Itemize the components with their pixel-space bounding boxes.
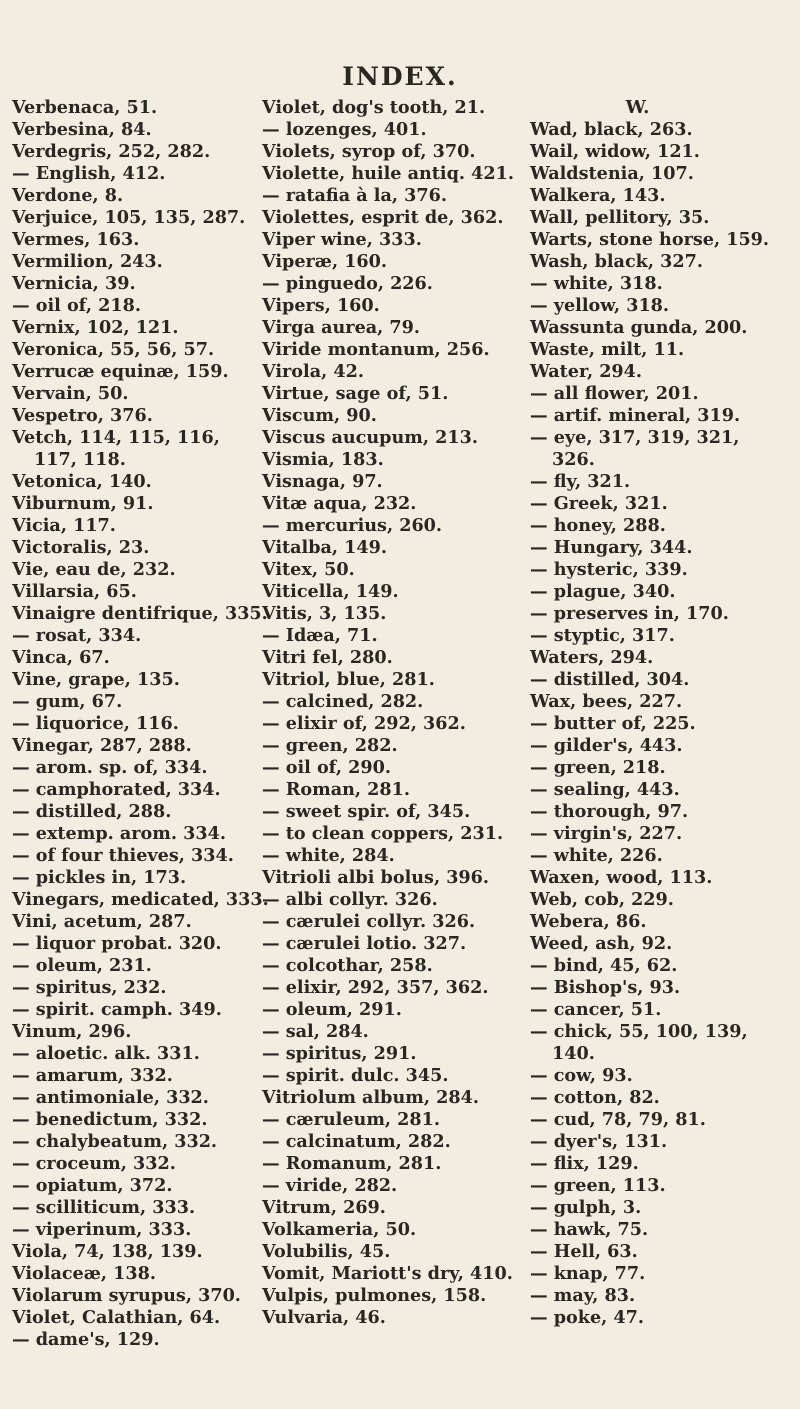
index-entry: — cærulei collyr. 326. <box>262 911 476 932</box>
index-entry: Web, cob, 229. <box>530 889 674 910</box>
index-entry: Weed, ash, 92. <box>530 933 673 954</box>
index-entry: — of four thieves, 334. <box>12 845 234 866</box>
index-entry: — yellow, 318. <box>530 295 670 316</box>
index-entry: Waters, 294. <box>530 647 654 668</box>
index-entry: — elixir, 292, 357, 362. <box>262 977 489 998</box>
index-entry: Vitæ aqua, 232. <box>262 493 417 514</box>
index-entry: — cancer, 51. <box>530 999 662 1020</box>
index-entry: — sal, 284. <box>262 1021 369 1042</box>
index-entry: — aloetic. alk. 331. <box>12 1043 200 1064</box>
index-entry: Verjuice, 105, 135, 287. <box>12 207 246 228</box>
index-entry: Virola, 42. <box>262 361 364 382</box>
index-entry: Walkera, 143. <box>530 185 666 206</box>
index-entry: Violaceæ, 138. <box>12 1263 157 1284</box>
index-entry: — albi collyr. 326. <box>262 889 438 910</box>
index-entry: Vulpis, pulmones, 158. <box>262 1285 487 1306</box>
index-entry: — dame's, 129. <box>12 1329 160 1350</box>
page-title: INDEX. <box>342 62 458 91</box>
index-entry: — liquorice, 116. <box>12 713 179 734</box>
index-entry: — benedictum, 332. <box>12 1109 208 1130</box>
index-entry: — cud, 78, 79, 81. <box>530 1109 706 1130</box>
index-column-2 <box>262 97 530 1329</box>
index-entry: — pickles in, 173. <box>12 867 187 888</box>
index-entry: — artif. mineral, 319. <box>530 405 741 426</box>
index-entry: Vismia, 183. <box>262 449 384 470</box>
index-entry: Victoralis, 23. <box>12 537 150 558</box>
index-entry: — spiritus, 232. <box>12 977 167 998</box>
index-entry: — fly, 321. <box>530 471 631 492</box>
index-entry: Waste, milt, 11. <box>530 339 685 360</box>
index-entry: Vicia, 117. <box>12 515 116 536</box>
index-entry: — elixir of, 292, 362. <box>262 713 466 734</box>
index-entry: — cow, 93. <box>530 1065 633 1086</box>
index-entry: Warts, stone horse, 159. <box>530 229 770 250</box>
index-entry: Vermilion, 243. <box>12 251 163 272</box>
index-entry: Visnaga, 97. <box>262 471 383 492</box>
index-entry: 117, 118. <box>34 449 126 470</box>
index-entry: — gulph, 3. <box>530 1197 642 1218</box>
index-entry: — gilder's, 443. <box>530 735 683 756</box>
index-entry: — Greek, 321. <box>530 493 668 514</box>
index-entry: — eye, 317, 319, 321, <box>530 427 740 448</box>
index-entry: Verdone, 8. <box>12 185 124 206</box>
index-entry: — Hell, 63. <box>530 1241 638 1262</box>
index-entry: — chalybeatum, 332. <box>12 1131 218 1152</box>
index-entry: Vespetro, 376. <box>12 405 153 426</box>
index-entry: Wassunta gunda, 200. <box>530 317 748 338</box>
index-entry: Wall, pellitory, 35. <box>530 207 710 228</box>
index-entry: — thorough, 97. <box>530 801 689 822</box>
index-entry: Volkameria, 50. <box>262 1219 417 1240</box>
index-entry: Vitalba, 149. <box>262 537 388 558</box>
index-entry: — colcothar, 258. <box>262 955 433 976</box>
index-entry: — spirit. camph. 349. <box>12 999 222 1020</box>
index-entry: Vine, grape, 135. <box>12 669 180 690</box>
index-entry: — lozenges, 401. <box>262 119 427 140</box>
index-column-1 <box>12 97 280 1351</box>
index-entry: Viscum, 90. <box>262 405 377 426</box>
index-entry: — bind, 45, 62. <box>530 955 678 976</box>
index-entry: Vinca, 67. <box>12 647 110 668</box>
index-entry: — opiatum, 372. <box>12 1175 173 1196</box>
index-entry: — dyer's, 131. <box>530 1131 668 1152</box>
index-entry: Verdegris, 252, 282. <box>12 141 211 162</box>
index-entry: — oil of, 290. <box>262 757 391 778</box>
index-entry: Violet, dog's tooth, 21. <box>262 97 486 118</box>
index-entry: — knap, 77. <box>530 1263 646 1284</box>
index-entry: — rosat, 334. <box>12 625 142 646</box>
index-entry: Vie, eau de, 232. <box>12 559 176 580</box>
index-entry: — English, 412. <box>12 163 166 184</box>
index-entry: Vitriolum album, 284. <box>262 1087 479 1108</box>
index-entry: — pinguedo, 226. <box>262 273 433 294</box>
index-entry: Vomit, Mariott's dry, 410. <box>262 1263 513 1284</box>
index-entry: Violet, Calathian, 64. <box>12 1307 221 1328</box>
index-entry: Vernicia, 39. <box>12 273 136 294</box>
index-entry: Vinaigre dentifrique, 335. <box>12 603 268 624</box>
index-entry: Viola, 74, 138, 139. <box>12 1241 203 1262</box>
index-entry: — spirit. dulc. 345. <box>262 1065 449 1086</box>
index-entry: — poke, 47. <box>530 1307 644 1328</box>
index-entry: Violettes, esprit de, 362. <box>262 207 504 228</box>
index-entry: — antimoniale, 332. <box>12 1087 209 1108</box>
index-entry: Wax, bees, 227. <box>530 691 683 712</box>
index-entry: Wail, widow, 121. <box>530 141 700 162</box>
index-entry: — sealing, 443. <box>530 779 680 800</box>
index-entry: Violarum syrupus, 370. <box>12 1285 241 1306</box>
index-entry: — may, 83. <box>530 1285 636 1306</box>
index-entry: — Idæa, 71. <box>262 625 378 646</box>
index-entry: Vervain, 50. <box>12 383 129 404</box>
index-entry: — hysteric, 339. <box>530 559 688 580</box>
index-entry: — viride, 282. <box>262 1175 398 1196</box>
index-entry: Viscus aucupum, 213. <box>262 427 478 448</box>
index-entry: — plague, 340. <box>530 581 676 602</box>
index-entry: Violette, huile antiq. 421. <box>262 163 515 184</box>
index-entry: Vulvaria, 46. <box>262 1307 386 1328</box>
index-entry: — croceum, 332. <box>12 1153 176 1174</box>
index-entry: — white, 284. <box>262 845 395 866</box>
index-entry: Waxen, wood, 113. <box>530 867 713 888</box>
index-entry: Verbesina, 84. <box>12 119 152 140</box>
index-entry: — ratafia à la, 376. <box>262 185 447 206</box>
index-entry: Vitriol, blue, 281. <box>262 669 435 690</box>
index-entry: — hawk, 75. <box>530 1219 649 1240</box>
index-entry: — honey, 288. <box>530 515 666 536</box>
index-entry: Viticella, 149. <box>262 581 399 602</box>
index-entry: — oleum, 291. <box>262 999 402 1020</box>
index-entry: Wash, black, 327. <box>530 251 703 272</box>
index-entry: — Romanum, 281. <box>262 1153 442 1174</box>
index-entry: — distilled, 304. <box>530 669 690 690</box>
index-entry: Vitrum, 269. <box>262 1197 386 1218</box>
index-entry: — scilliticum, 333. <box>12 1197 196 1218</box>
index-entry: — Hungary, 344. <box>530 537 693 558</box>
index-entry: — distilled, 288. <box>12 801 172 822</box>
index-entry: — oil of, 218. <box>12 295 141 316</box>
index-entry: Vinegars, medicated, 333. <box>12 889 269 910</box>
index-entry: Vinegar, 287, 288. <box>12 735 192 756</box>
index-entry: — styptic, 317. <box>530 625 675 646</box>
index-entry: — cærulei lotio. 327. <box>262 933 467 954</box>
index-entry: Vetonica, 140. <box>12 471 152 492</box>
index-entry: — chick, 55, 100, 139, <box>530 1021 748 1042</box>
index-entry: Viburnum, 91. <box>12 493 154 514</box>
index-entry: — liquor probat. 320. <box>12 933 222 954</box>
index-entry: Viperæ, 160. <box>262 251 388 272</box>
index-entry: — preserves in, 170. <box>530 603 729 624</box>
index-entry: Vetch, 114, 115, 116, <box>12 427 220 448</box>
index-entry: — white, 318. <box>530 273 663 294</box>
index-entry: Vermes, 163. <box>12 229 140 250</box>
section-letter-heading: W. <box>625 97 650 118</box>
index-entry: — cotton, 82. <box>530 1087 660 1108</box>
index-entry: — oleum, 231. <box>12 955 152 976</box>
index-entry: — Roman, 281. <box>262 779 410 800</box>
index-entry: — camphorated, 334. <box>12 779 221 800</box>
index-entry: — to clean coppers, 231. <box>262 823 504 844</box>
index-entry: — amarum, 332. <box>12 1065 173 1086</box>
index-entry: — virgin's, 227. <box>530 823 683 844</box>
index-entry: 326. <box>552 449 595 470</box>
index-entry: Verbenaca, 51. <box>12 97 158 118</box>
index-entry: — gum, 67. <box>12 691 123 712</box>
index-entry: Virga aurea, 79. <box>262 317 421 338</box>
index-entry: Verrucæ equinæ, 159. <box>12 361 229 382</box>
index-entry: — mercurius, 260. <box>262 515 443 536</box>
index-entry: Webera, 86. <box>530 911 647 932</box>
index-entry: — calcined, 282. <box>262 691 424 712</box>
index-entry: Wad, black, 263. <box>530 119 693 140</box>
index-entry: Waldstenia, 107. <box>530 163 694 184</box>
index-entry: — arom. sp. of, 334. <box>12 757 208 778</box>
index-entry: Vini, acetum, 287. <box>12 911 192 932</box>
index-entry: — viperinum, 333. <box>12 1219 192 1240</box>
index-entry: — flix, 129. <box>530 1153 639 1174</box>
index-entry: Vitri fel, 280. <box>262 647 393 668</box>
index-entry: Volubilis, 45. <box>262 1241 391 1262</box>
index-column-3 <box>530 97 795 1329</box>
index-entry: Vitis, 3, 135. <box>262 603 387 624</box>
index-entry: — calcinatum, 282. <box>262 1131 451 1152</box>
index-entry: — green, 113. <box>530 1175 666 1196</box>
index-entry: Villarsia, 65. <box>12 581 137 602</box>
index-entry: — spiritus, 291. <box>262 1043 417 1064</box>
index-entry: 140. <box>552 1043 595 1064</box>
index-entry: Vitrioli albi bolus, 396. <box>262 867 490 888</box>
index-entry: Vitex, 50. <box>262 559 355 580</box>
index-entry: — green, 218. <box>530 757 666 778</box>
index-entry: — white, 226. <box>530 845 663 866</box>
index-entry: Vipers, 160. <box>262 295 380 316</box>
index-entry: — Bishop's, 93. <box>530 977 681 998</box>
index-entry: Viper wine, 333. <box>262 229 422 250</box>
index-entry: Vernix, 102, 121. <box>12 317 179 338</box>
index-entry: — all flower, 201. <box>530 383 699 404</box>
index-entry: — butter of, 225. <box>530 713 696 734</box>
index-entry: — green, 282. <box>262 735 398 756</box>
index-entry: Viride montanum, 256. <box>262 339 490 360</box>
index-entry: — extemp. arom. 334. <box>12 823 227 844</box>
index-entry: Violets, syrop of, 370. <box>262 141 476 162</box>
index-entry: Veronica, 55, 56, 57. <box>12 339 215 360</box>
index-entry: Vinum, 296. <box>12 1021 132 1042</box>
index-entry: — cæruleum, 281. <box>262 1109 441 1130</box>
index-entry: — sweet spir. of, 345. <box>262 801 471 822</box>
index-entry: Virtue, sage of, 51. <box>262 383 449 404</box>
index-entry: Water, 294. <box>530 361 643 382</box>
